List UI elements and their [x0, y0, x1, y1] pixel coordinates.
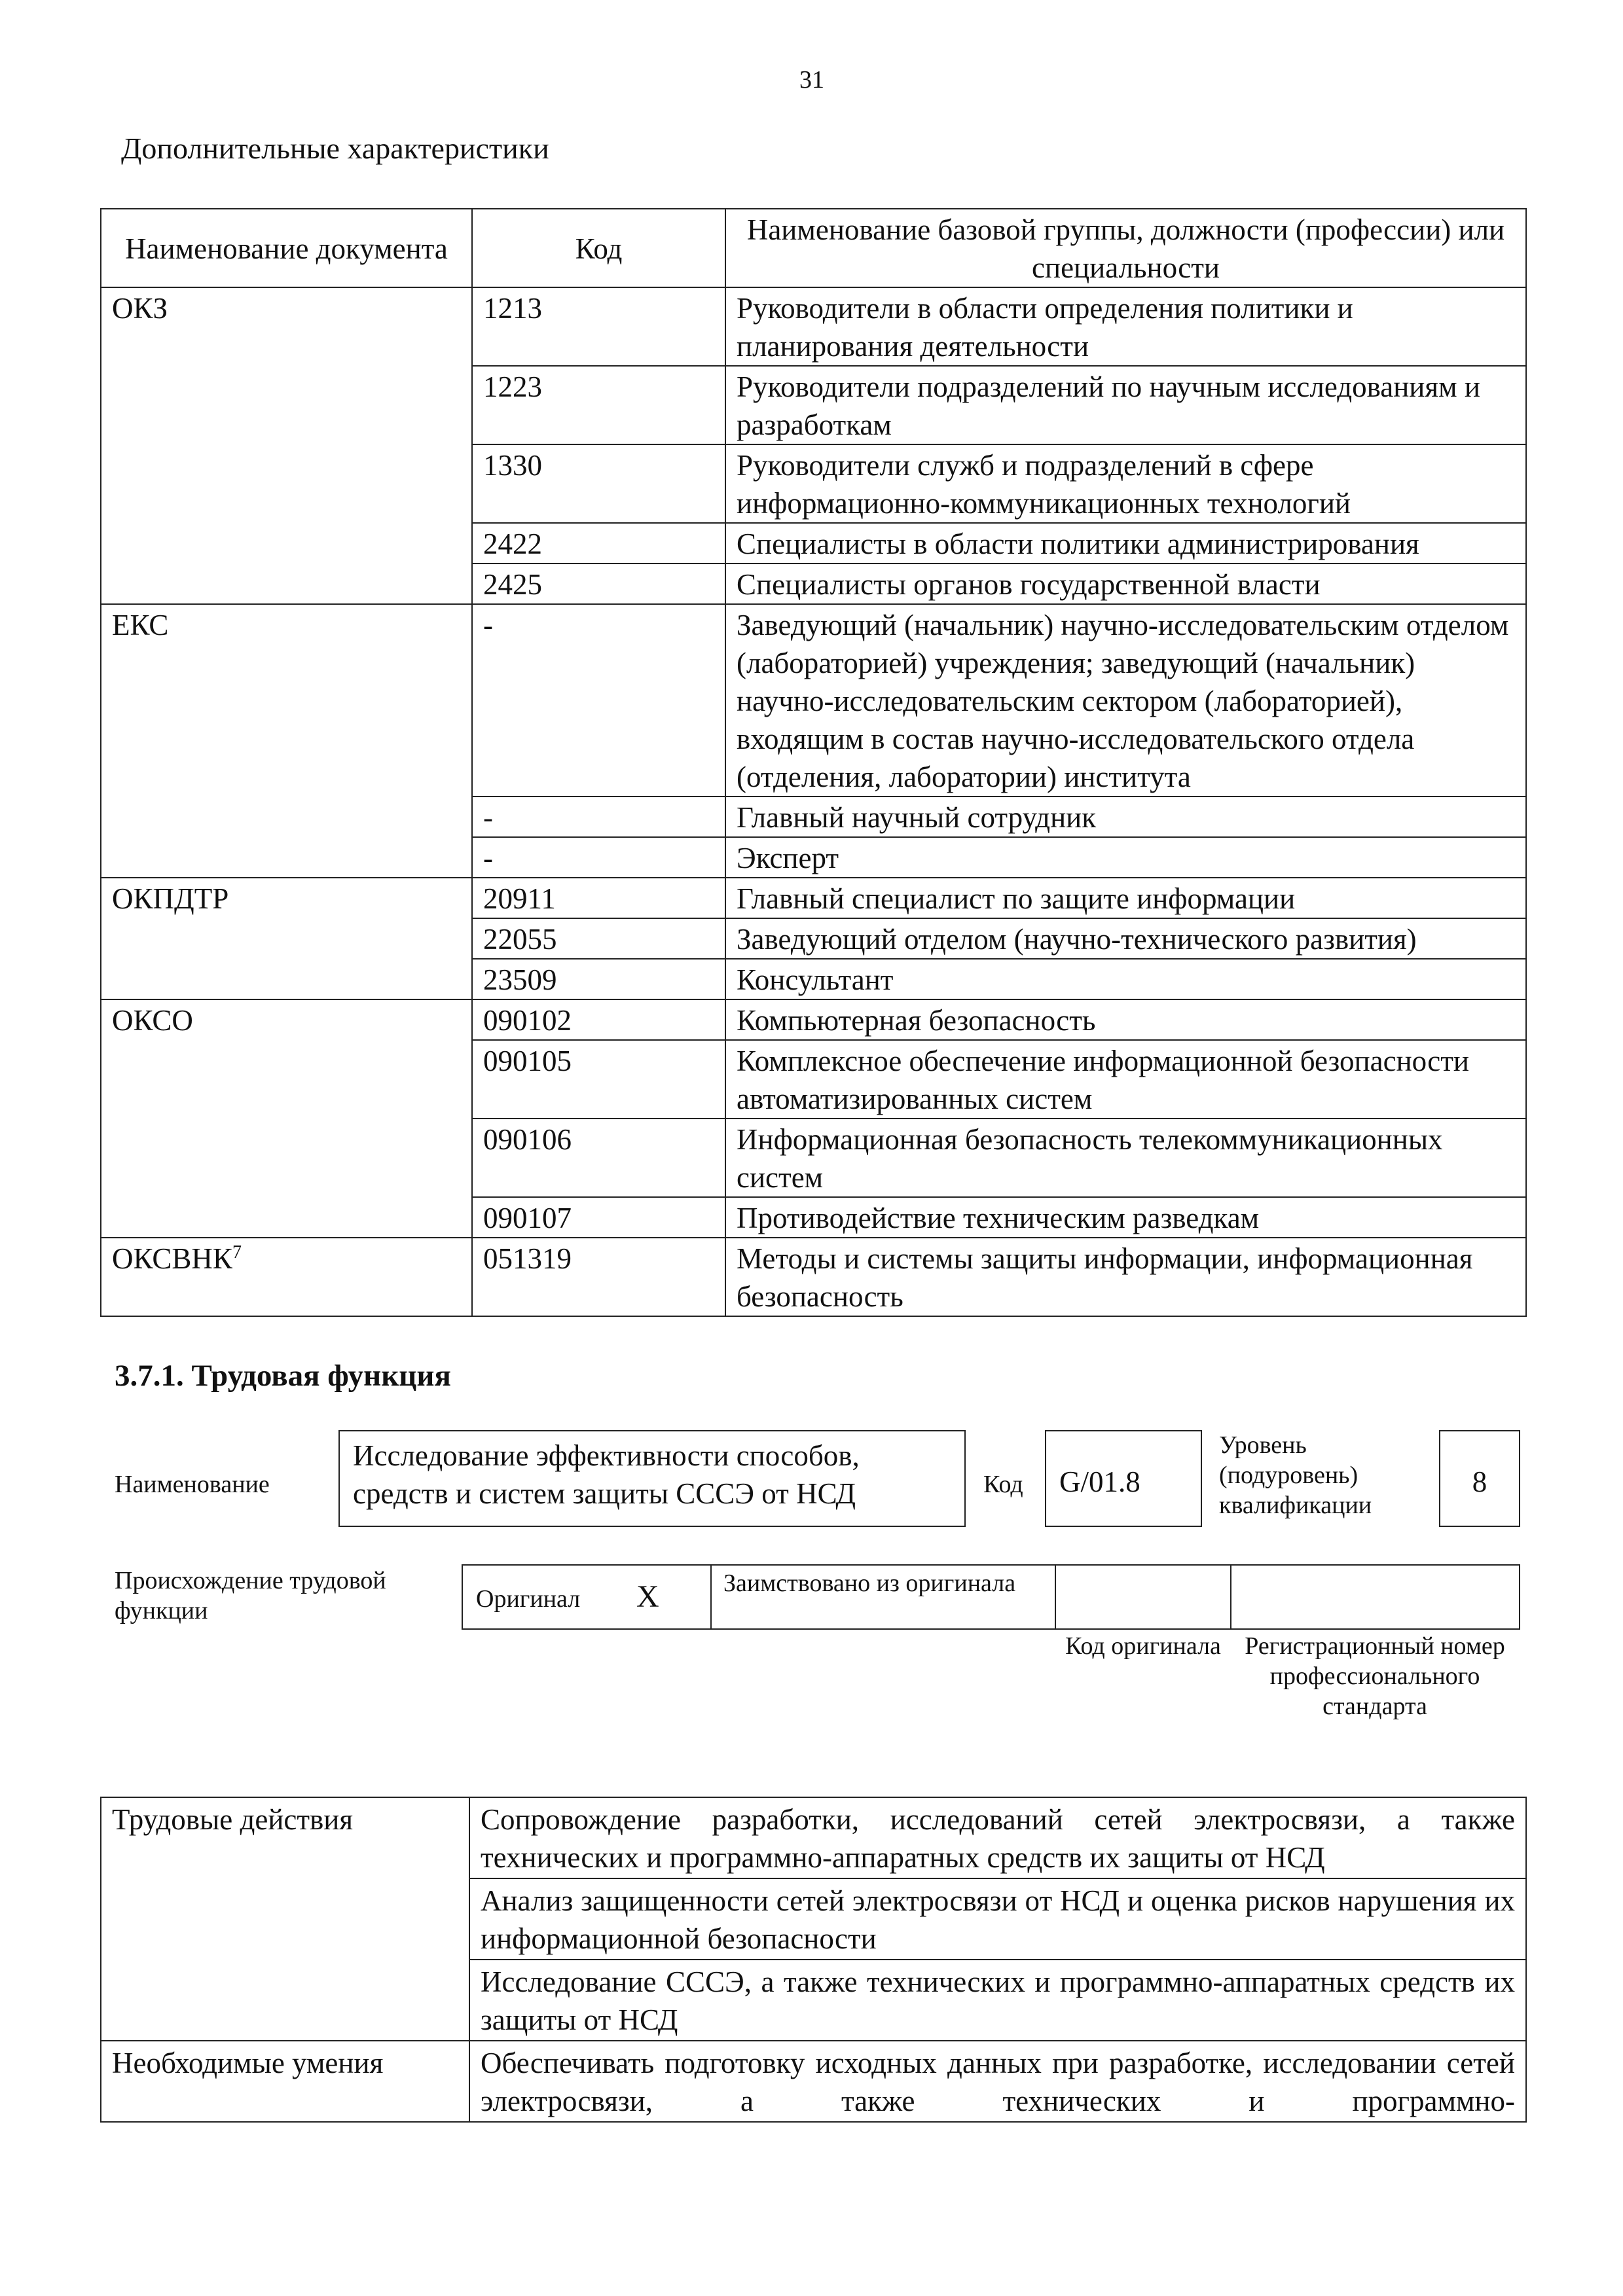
doc-cell: ОКСО	[101, 999, 472, 1040]
doc-cell-empty	[101, 959, 472, 999]
name-cell: Руководители в области определения политики и планирования деятельности	[725, 287, 1526, 366]
original-label: Оригинал	[476, 1585, 581, 1613]
code-cell: 1213	[472, 287, 725, 366]
name-cell: Противодействие техническим разведкам	[725, 1197, 1526, 1238]
doc-cell-empty	[101, 366, 472, 444]
origin-label: Происхождение трудовой функции	[115, 1567, 386, 1624]
header-name: Наименование базовой группы, должности (профессии) или специальности	[725, 209, 1526, 287]
code-cell: 1223	[472, 366, 725, 444]
borrowed-box	[710, 1564, 1056, 1630]
doc-cell-empty	[101, 564, 472, 604]
labour-function-table	[100, 1797, 1527, 2123]
original-mark: X	[636, 1579, 659, 1614]
page-number: 31	[799, 66, 824, 94]
action-cell: Исследование СССЭ, а также технических и программно-аппаратных средств их защиты от НСД	[469, 1960, 1526, 2041]
doc-cell: ОКЗ	[101, 287, 472, 366]
reg-number-caption: Регистрационный номер профессионального стандарта	[1245, 1632, 1505, 1720]
code-cell: 2422	[472, 523, 725, 564]
name-cell: Главный научный сотрудник	[725, 797, 1526, 837]
code-cell: -	[472, 604, 725, 797]
function-code-box	[1045, 1430, 1202, 1527]
doc-cell-empty	[101, 1197, 472, 1238]
original-code-caption: Код оригинала	[1065, 1632, 1221, 1660]
name-cell: Руководители подразделений по научным исследованиям и разработкам	[725, 366, 1526, 444]
name-cell: Информационная безопасность телекоммуникационных систем	[725, 1119, 1526, 1197]
code-cell: 090106	[472, 1119, 725, 1197]
doc-cell-empty	[101, 1119, 472, 1197]
function-heading: 3.7.1. Трудовая функция	[115, 1359, 451, 1393]
borrowed-label: Заимствовано из оригинала	[723, 1570, 1016, 1597]
name-cell: Заведующий отделом (научно-технического развития)	[725, 918, 1526, 959]
original-code-box[interactable]	[1055, 1564, 1231, 1630]
code-cell: 23509	[472, 959, 725, 999]
name-cell: Комплексное обеспечение информационной безопасности автоматизированных систем	[725, 1040, 1526, 1119]
code-cell: 22055	[472, 918, 725, 959]
reg-number-box[interactable]	[1230, 1564, 1520, 1630]
code-cell: 090107	[472, 1197, 725, 1238]
header-doc: Наименование документа	[101, 209, 472, 287]
skills-label-cell: Необходимые умения	[101, 2041, 469, 2122]
footnote-mark: 7	[232, 1242, 242, 1263]
name-cell: Главный специалист по защите информации	[725, 878, 1526, 918]
name-label: Наименование	[115, 1471, 270, 1498]
doc-cell-empty	[101, 523, 472, 564]
name-cell: Специалисты органов государственной власти	[725, 564, 1526, 604]
name-cell: Консультант	[725, 959, 1526, 999]
level-box	[1439, 1430, 1520, 1527]
doc-cell-empty	[101, 797, 472, 837]
header-code: Код	[472, 209, 725, 287]
additional-characteristics-table	[100, 208, 1527, 1317]
name-cell: Заведующий (начальник) научно-исследовательским отделом (лабораторией) учреждения; заведующий (начальник) научно-исследовательским сектором (лабораторией), входящим в состав научно-исследовательского отдела (отделения, лаборатории) института	[725, 604, 1526, 797]
doc-cell	[101, 1238, 472, 1316]
code-label: Код	[983, 1471, 1023, 1498]
level-label: Уровень (подуровень) квалификации	[1219, 1431, 1372, 1519]
name-cell: Компьютерная безопасность	[725, 999, 1526, 1040]
doc-cell-empty	[101, 1040, 472, 1119]
code-cell: 2425	[472, 564, 725, 604]
level-value: 8	[1472, 1465, 1487, 1498]
doc-name: ОКСВНК	[112, 1242, 232, 1275]
doc-cell-empty	[101, 918, 472, 959]
function-name-value: Исследование эффективности способов, средств и систем защиты СССЭ от НСД	[353, 1439, 860, 1510]
code-cell: 090102	[472, 999, 725, 1040]
code-cell: 20911	[472, 878, 725, 918]
actions-label-cell: Трудовые действия	[101, 1797, 469, 2041]
doc-cell: ЕКС	[101, 604, 472, 797]
skill-cell: Обеспечивать подготовку исходных данных при разработке, исследовании сетей электросвязи, а также технических и программно-	[469, 2041, 1526, 2122]
code-cell: 1330	[472, 444, 725, 523]
action-cell: Анализ защищенности сетей электросвязи от НСД и оценка рисков нарушения их информационной безопасности	[469, 1878, 1526, 1960]
doc-cell: ОКПДТР	[101, 878, 472, 918]
action-cell: Сопровождение разработки, исследований сетей электросвязи, а также технических и программно-аппаратных средств их защиты от НСД	[469, 1797, 1526, 1878]
doc-cell-empty	[101, 837, 472, 878]
name-cell: Руководители служб и подразделений в сфере информационно-коммуникационных технологий	[725, 444, 1526, 523]
name-cell: Методы и системы защиты информации, информационная безопасность	[725, 1238, 1526, 1316]
function-code-value: G/01.8	[1059, 1465, 1140, 1498]
code-cell: -	[472, 837, 725, 878]
function-name-box	[338, 1430, 966, 1527]
name-cell: Специалисты в области политики администрирования	[725, 523, 1526, 564]
name-cell: Эксперт	[725, 837, 1526, 878]
doc-cell-empty	[101, 444, 472, 523]
section-title: Дополнительные характеристики	[121, 132, 549, 165]
code-cell: 051319	[472, 1238, 725, 1316]
code-cell: -	[472, 797, 725, 837]
original-box	[462, 1564, 712, 1630]
code-cell: 090105	[472, 1040, 725, 1119]
